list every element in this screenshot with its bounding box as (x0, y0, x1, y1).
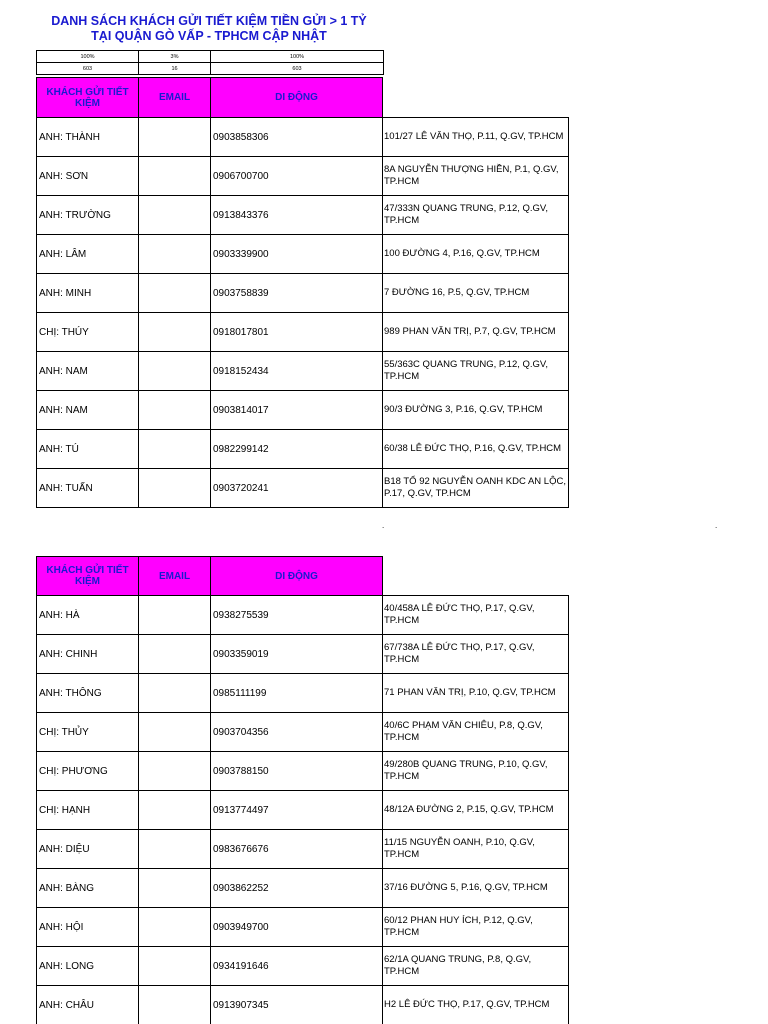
address-cell: 48/12A ĐƯỜNG 2, P.15, Q.GV, TP.HCM (383, 791, 569, 830)
phone-cell: 0913907345 (211, 986, 383, 1024)
email-cell (139, 752, 211, 791)
table-row (37, 635, 569, 674)
table-row (37, 986, 569, 1024)
customer-name-cell: ANH: CHÂU (37, 986, 139, 1024)
header-blank (383, 557, 569, 596)
table-header-row (37, 78, 569, 118)
table-row (37, 713, 569, 752)
stray-mark: . (715, 521, 718, 530)
address-cell: 55/363C QUANG TRUNG, P.12, Q.GV, TP.HCM (383, 352, 569, 391)
customer-name-cell: ANH: TRƯỜNG (37, 196, 139, 235)
phone-cell: 0913774497 (211, 791, 383, 830)
table-body (37, 596, 569, 1024)
email-cell (139, 674, 211, 713)
stats-table (36, 50, 384, 75)
phone-cell: 0903339900 (211, 235, 383, 274)
stray-mark: . (382, 521, 385, 530)
table-row (37, 908, 569, 947)
email-cell (139, 352, 211, 391)
email-cell (139, 596, 211, 635)
table-row (37, 313, 569, 352)
customer-name-cell: ANH: BÀNG (37, 869, 139, 908)
customer-name-cell: ANH: THÀNH (37, 118, 139, 157)
customer-name-cell: ANH: LÂM (37, 235, 139, 274)
address-cell: 11/15 NGUYỄN OANH, P.10, Q.GV, TP.HCM (383, 830, 569, 869)
address-cell: 40/6C PHẠM VĂN CHIÊU, P.8, Q.GV, TP.HCM (383, 713, 569, 752)
email-cell (139, 313, 211, 352)
customer-name-cell: CHỊ: THỦY (37, 713, 139, 752)
email-cell (139, 947, 211, 986)
phone-cell: 0918017801 (211, 313, 383, 352)
customer-name-cell: ANH: LONG (37, 947, 139, 986)
title-line-1: DANH SÁCH KHÁCH GỬI TIẾT KIỆM TIỀN GỬI > 1 TỶ (51, 14, 367, 28)
address-cell: 8A NGUYỄN THƯỢNG HIỀN, P.1, Q.GV, TP.HCM (383, 157, 569, 196)
stats-row-count (37, 63, 384, 75)
customer-name-cell: ANH: TUẤN (37, 469, 139, 508)
stats-cell: 603 (37, 63, 139, 75)
customer-name-cell: ANH: NAM (37, 391, 139, 430)
stats-row-percent (37, 51, 384, 63)
address-cell: 90/3 ĐƯỜNG 3, P.16, Q.GV, TP.HCM (383, 391, 569, 430)
customer-name-cell: ANH: NAM (37, 352, 139, 391)
phone-cell: 0934191646 (211, 947, 383, 986)
email-cell (139, 713, 211, 752)
email-cell (139, 235, 211, 274)
header-blank (383, 78, 569, 118)
table-row (37, 352, 569, 391)
header-email: EMAIL (139, 78, 211, 118)
stats-cell: 100% (37, 51, 139, 63)
email-cell (139, 196, 211, 235)
customer-name-cell: CHỊ: HẠNH (37, 791, 139, 830)
address-cell: 60/38 LÊ ĐỨC THỌ, P.16, Q.GV, TP.HCM (383, 430, 569, 469)
email-cell (139, 908, 211, 947)
email-cell (139, 791, 211, 830)
customer-table-1 (36, 77, 569, 508)
stats-cell: 3% (139, 51, 211, 63)
title-line-2: TẠI QUẬN GÒ VẤP - TPHCM CẬP NHẬT (91, 29, 327, 43)
address-cell: H2 LÊ ĐỨC THỌ, P.17, Q.GV, TP.HCM (383, 986, 569, 1024)
address-cell: 7 ĐƯỜNG 16, P.5, Q.GV, TP.HCM (383, 274, 569, 313)
customer-name-cell: CHỊ: THÚY (37, 313, 139, 352)
email-cell (139, 118, 211, 157)
email-cell (139, 274, 211, 313)
customer-name-cell: ANH: MINH (37, 274, 139, 313)
table-row (37, 391, 569, 430)
address-cell: 989 PHAN VĂN TRỊ, P.7, Q.GV, TP.HCM (383, 313, 569, 352)
phone-cell: 0903949700 (211, 908, 383, 947)
header-email: EMAIL (139, 557, 211, 596)
customer-name-cell: ANH: CHINH (37, 635, 139, 674)
phone-cell: 0903758839 (211, 274, 383, 313)
table-row (37, 235, 569, 274)
table-row (37, 469, 569, 508)
address-cell: 60/12 PHAN HUY ÍCH, P.12, Q.GV, TP.HCM (383, 908, 569, 947)
header-mobile: DI ĐỘNG (211, 78, 383, 118)
stats-cell: 16 (139, 63, 211, 75)
header-customer: KHÁCH GỬI TIẾT KIỆM (37, 557, 139, 596)
address-cell: 101/27 LÊ VĂN THỌ, P.11, Q.GV, TP.HCM (383, 118, 569, 157)
customer-name-cell: ANH: HÀ (37, 596, 139, 635)
email-cell (139, 635, 211, 674)
phone-cell: 0906700700 (211, 157, 383, 196)
email-cell (139, 430, 211, 469)
address-cell: 67/738A LÊ ĐỨC THỌ, P.17, Q.GV, TP.HCM (383, 635, 569, 674)
email-cell (139, 469, 211, 508)
stats-cell: 100% (211, 51, 384, 63)
table-row (37, 791, 569, 830)
header-mobile: DI ĐỘNG (211, 557, 383, 596)
customer-name-cell: CHỊ: PHƯƠNG (37, 752, 139, 791)
phone-cell: 0903359019 (211, 635, 383, 674)
customer-table-2 (36, 556, 569, 1024)
phone-cell: 0903814017 (211, 391, 383, 430)
table-row (37, 157, 569, 196)
address-cell: 40/458A LÊ ĐỨC THỌ, P.17, Q.GV, TP.HCM (383, 596, 569, 635)
phone-cell: 0903704356 (211, 713, 383, 752)
phone-cell: 0918152434 (211, 352, 383, 391)
address-cell: 62/1A QUANG TRUNG, P.8, Q.GV, TP.HCM (383, 947, 569, 986)
phone-cell: 0983676676 (211, 830, 383, 869)
customer-name-cell: ANH: SƠN (37, 157, 139, 196)
email-cell (139, 869, 211, 908)
customer-name-cell: ANH: THÔNG (37, 674, 139, 713)
phone-cell: 0982299142 (211, 430, 383, 469)
table-row (37, 596, 569, 635)
email-cell (139, 391, 211, 430)
document-title (36, 14, 382, 44)
header-customer: KHÁCH GỬI TIẾT KIỆM (37, 78, 139, 118)
stats-cell: 603 (211, 63, 384, 75)
table-row (37, 430, 569, 469)
address-cell: 37/16 ĐƯỜNG 5, P.16, Q.GV, TP.HCM (383, 869, 569, 908)
table-row (37, 118, 569, 157)
table-row (37, 196, 569, 235)
table-row (37, 274, 569, 313)
table-row (37, 869, 569, 908)
email-cell (139, 986, 211, 1024)
customer-name-cell: ANH: HỘI (37, 908, 139, 947)
phone-cell: 0903858306 (211, 118, 383, 157)
address-cell: 49/280B QUANG TRUNG, P.10, Q.GV, TP.HCM (383, 752, 569, 791)
table-body (37, 118, 569, 508)
email-cell (139, 157, 211, 196)
table-header-row (37, 557, 569, 596)
address-cell: 71 PHAN VĂN TRỊ, P.10, Q.GV, TP.HCM (383, 674, 569, 713)
table-row (37, 752, 569, 791)
address-cell: 47/333N QUANG TRUNG, P.12, Q.GV, TP.HCM (383, 196, 569, 235)
phone-cell: 0903862252 (211, 869, 383, 908)
table-row (37, 947, 569, 986)
address-cell: 100 ĐƯỜNG 4, P.16, Q.GV, TP.HCM (383, 235, 569, 274)
email-cell (139, 830, 211, 869)
table-row (37, 830, 569, 869)
phone-cell: 0903720241 (211, 469, 383, 508)
address-cell: B18 TỔ 92 NGUYỄN OANH KDC AN LỘC, P.17, Q.GV, TP.HCM (383, 469, 569, 508)
customer-name-cell: ANH: TÚ (37, 430, 139, 469)
phone-cell: 0913843376 (211, 196, 383, 235)
customer-name-cell: ANH: DIỆU (37, 830, 139, 869)
phone-cell: 0903788150 (211, 752, 383, 791)
table-row (37, 674, 569, 713)
phone-cell: 0938275539 (211, 596, 383, 635)
phone-cell: 0985111199 (211, 674, 383, 713)
